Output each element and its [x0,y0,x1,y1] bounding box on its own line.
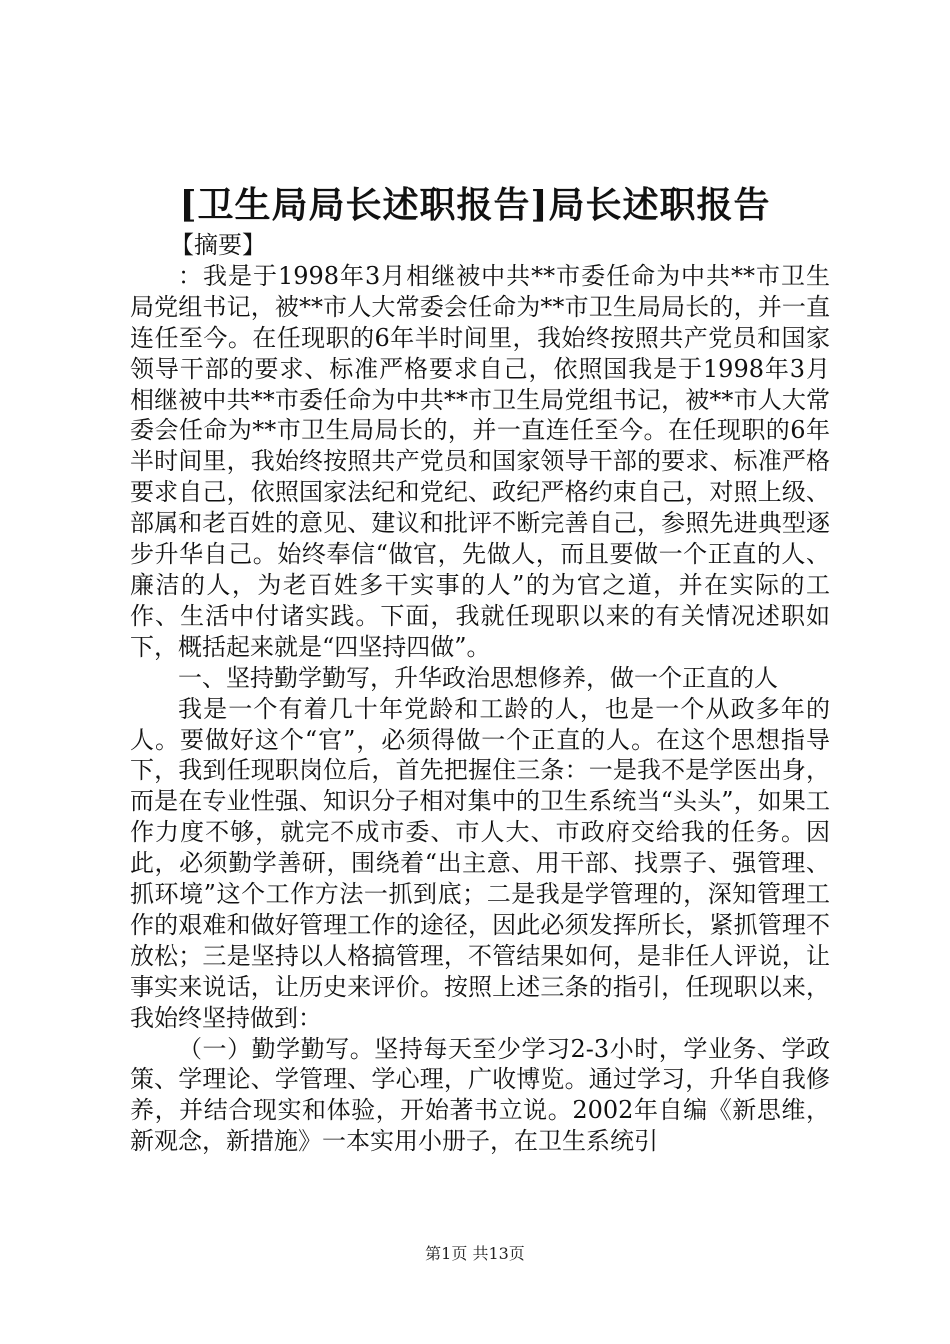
page-footer: 第1页 共13页 [425,1244,525,1263]
summary-label: 【摘要】 [170,231,266,259]
body-paragraph: 我是一个有着几十年党龄和工龄的人，也是一个从政多年的人。要做好这个“官”，必须得做一个正直的人。在这个思想指导下，我到任现职岗位后，首先把握住三条：一是我不是学医出身，而是在专业性强、知识分子相对集中的卫生系统当“头头”，如果工作力度不够，就完不成市委、市人大、市政府交给我的任务。因此，必须勤学善研，围绕着“出主意、用干部、找票子、强管理、抓环境”这个工作方法一抓到底；二是我是学管理的，深知管理工作的艰难和做好管理工作的途径，因此必须发挥所长，紧抓管理不放松；三是坚持以人格搞管理，不管结果如何，是非任人评说，让事实来说话，让历史来评价。按照上述三条的指引，任现职以来，我始终坚持做到： [130,694,830,1032]
document-body [130,230,830,1157]
section-heading-1: 一、坚持勤学勤写，升华政治思想修养，做一个正直的人 [178,663,778,692]
body-paragraph: （一）勤学勤写。坚持每天至少学习2-3小时，学业务、学政策、学理论、学管理、学心理，广收博览。通过学习，升华自我修养，并结合现实和体验，开始著书立说。2002年自编《新思维，新观念，新措施》一本实用小册子，在卫生系统引 [130,1034,830,1156]
summary-paragraph: ：我是于1998年3月相继被中共**市委任命为中共**市卫生局党组书记，被**市人大常委会任命为**市卫生局局长的，并一直连任至今。在任现职的6年半时间里，我始终按照共产党员和国家领导干部的要求、标准严格要求自己，依照国我是于1998年3月相继被中共**市委任命为中共**市卫生局党组书记，被**市人大常委会任命为**市卫生局局长的，并一直连任至今。在任现职的6年半时间里，我始终按照共产党员和国家领导干部的要求、标准严格要求自己，依照国家法纪和党纪、政纪严格约束自己，对照上级、部属和老百姓的意见、建议和批评不断完善自己，参照先进典型逐步升华自己。始终奉信“做官，先做人，而且要做一个正直的人、廉洁的人，为老百姓多干实事的人”的为官之道，并在实际的工作、生活中付诸实践。下面，我就任现职以来的有关情况述职如下，概括起来就是“四坚持四做”。 [130,261,830,661]
document-title: [卫生局局长述职报告]局长述职报告 [179,184,771,226]
